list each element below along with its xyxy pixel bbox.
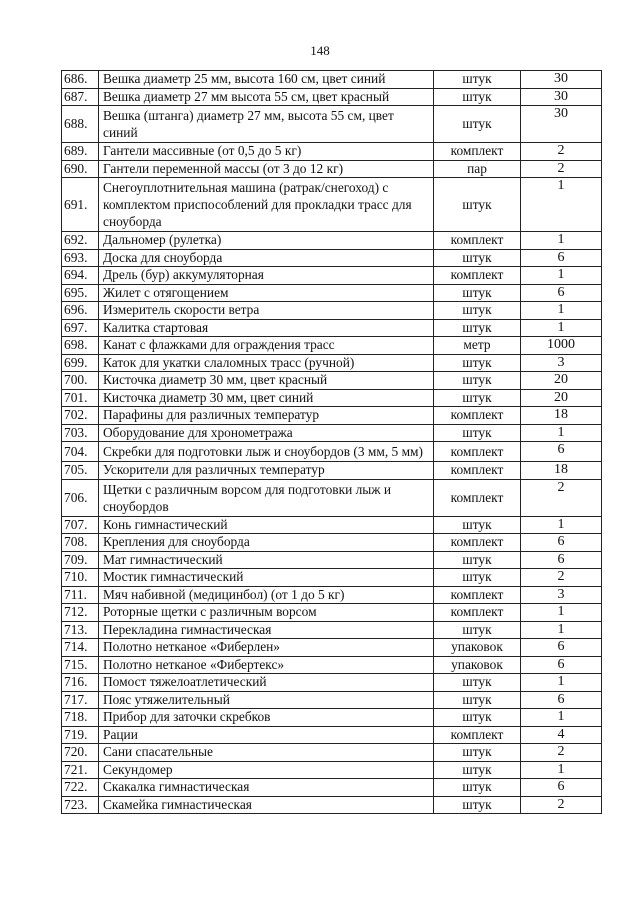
item-quantity: 1	[521, 267, 602, 285]
item-quantity: 2	[521, 744, 602, 762]
item-quantity: 30	[521, 71, 602, 89]
item-quantity: 6	[521, 779, 602, 797]
table-row	[62, 534, 602, 552]
row-number: 698.	[62, 337, 99, 355]
item-unit: комплект	[434, 232, 521, 250]
table-row	[62, 232, 602, 250]
item-name: Сани спасательные	[99, 744, 434, 762]
page-number: 148	[310, 43, 330, 58]
item-unit: штук	[434, 779, 521, 797]
row-number: 721.	[62, 761, 99, 779]
item-name: Измеритель скорости ветра	[99, 302, 434, 320]
item-name: Вешка (штанга) диаметр 27 мм, высота 55 см, цвет синий	[99, 106, 434, 143]
item-name: Полотно нетканое «Фиберлен»	[99, 639, 434, 657]
item-unit: штук	[434, 621, 521, 639]
item-unit: штук	[434, 569, 521, 587]
item-unit: метр	[434, 337, 521, 355]
row-number: 714.	[62, 639, 99, 657]
table-row	[62, 621, 602, 639]
row-number: 699.	[62, 354, 99, 372]
item-name: Вешка диаметр 25 мм, высота 160 см, цвет синий	[99, 71, 434, 89]
table-row	[62, 726, 602, 744]
table-row	[62, 407, 602, 425]
table-row	[62, 178, 602, 232]
row-number: 722.	[62, 779, 99, 797]
table-row	[62, 604, 602, 622]
item-unit: штук	[434, 372, 521, 390]
item-unit: штук	[434, 354, 521, 372]
row-number: 689.	[62, 143, 99, 161]
table-row	[62, 462, 602, 480]
item-quantity: 6	[521, 639, 602, 657]
row-number: 700.	[62, 372, 99, 390]
item-name: Кисточка диаметр 30 мм, цвет красный	[99, 372, 434, 390]
item-quantity: 3	[521, 586, 602, 604]
item-quantity: 6	[521, 656, 602, 674]
table-row	[62, 88, 602, 106]
table-row	[62, 354, 602, 372]
table-row	[62, 639, 602, 657]
table-row	[62, 761, 602, 779]
table-row	[62, 569, 602, 587]
item-quantity: 1	[521, 761, 602, 779]
row-number: 696.	[62, 302, 99, 320]
item-name: Дрель (бур) аккумуляторная	[99, 267, 434, 285]
row-number: 705.	[62, 462, 99, 480]
item-quantity: 1	[521, 424, 602, 442]
item-unit: штук	[434, 106, 521, 143]
item-name: Секундомер	[99, 761, 434, 779]
item-quantity: 6	[521, 442, 602, 462]
table-row	[62, 516, 602, 534]
table-row	[62, 389, 602, 407]
item-quantity: 6	[521, 551, 602, 569]
item-quantity: 3	[521, 354, 602, 372]
row-number: 720.	[62, 744, 99, 762]
item-unit: комплект	[434, 726, 521, 744]
row-number: 706.	[62, 479, 99, 516]
row-number: 711.	[62, 586, 99, 604]
item-quantity: 18	[521, 462, 602, 480]
row-number: 719.	[62, 726, 99, 744]
item-name: Мяч набивной (медицинбол) (от 1 до 5 кг)	[99, 586, 434, 604]
item-quantity: 1	[521, 674, 602, 692]
table-row	[62, 284, 602, 302]
item-unit: комплект	[434, 462, 521, 480]
row-number: 695.	[62, 284, 99, 302]
row-number: 693.	[62, 249, 99, 267]
item-unit: комплект	[434, 534, 521, 552]
item-unit: штук	[434, 302, 521, 320]
item-name: Крепления для сноуборда	[99, 534, 434, 552]
item-quantity: 1	[521, 604, 602, 622]
table-body	[62, 71, 602, 814]
row-number: 718.	[62, 709, 99, 727]
item-quantity: 18	[521, 407, 602, 425]
item-name: Ускорители для различных температур	[99, 462, 434, 480]
item-quantity: 2	[521, 569, 602, 587]
row-number: 717.	[62, 691, 99, 709]
item-quantity: 6	[521, 534, 602, 552]
item-quantity: 1	[521, 178, 602, 232]
item-unit: пар	[434, 160, 521, 178]
table-row	[62, 691, 602, 709]
item-unit: штук	[434, 551, 521, 569]
item-name: Пояс утяжелительный	[99, 691, 434, 709]
item-name: Конь гимнастический	[99, 516, 434, 534]
item-quantity: 1000	[521, 337, 602, 355]
row-number: 709.	[62, 551, 99, 569]
item-unit: штук	[434, 88, 521, 106]
item-quantity: 6	[521, 691, 602, 709]
item-quantity: 1	[521, 709, 602, 727]
table-row	[62, 249, 602, 267]
item-quantity: 1	[521, 232, 602, 250]
item-name: Оборудование для хронометража	[99, 424, 434, 442]
item-quantity: 6	[521, 284, 602, 302]
row-number: 723.	[62, 796, 99, 814]
item-name: Полотно нетканое «Фибертекс»	[99, 656, 434, 674]
row-number: 712.	[62, 604, 99, 622]
item-unit: штук	[434, 761, 521, 779]
item-unit: упаковок	[434, 639, 521, 657]
item-quantity: 4	[521, 726, 602, 744]
row-number: 704.	[62, 442, 99, 462]
item-quantity: 1	[521, 621, 602, 639]
item-name: Вешка диаметр 27 мм высота 55 см, цвет красный	[99, 88, 434, 106]
item-unit: штук	[434, 516, 521, 534]
item-name: Парафины для различных температур	[99, 407, 434, 425]
row-number: 691.	[62, 178, 99, 232]
row-number: 703.	[62, 424, 99, 442]
row-number: 715.	[62, 656, 99, 674]
item-quantity: 20	[521, 389, 602, 407]
item-name: Скамейка гимнастическая	[99, 796, 434, 814]
item-name: Скребки для подготовки лыж и сноубордов (3 мм, 5 мм)	[99, 442, 434, 462]
table-row	[62, 71, 602, 89]
row-number: 701.	[62, 389, 99, 407]
item-unit: комплект	[434, 267, 521, 285]
item-unit: штук	[434, 178, 521, 232]
item-unit: штук	[434, 389, 521, 407]
item-unit: комплект	[434, 143, 521, 161]
item-unit: штук	[434, 71, 521, 89]
row-number: 702.	[62, 407, 99, 425]
table-row	[62, 442, 602, 462]
item-name: Прибор для заточки скребков	[99, 709, 434, 727]
item-name: Рации	[99, 726, 434, 744]
table-row	[62, 586, 602, 604]
item-name: Скакалка гимнастическая	[99, 779, 434, 797]
row-number: 708.	[62, 534, 99, 552]
item-quantity: 20	[521, 372, 602, 390]
item-unit: комплект	[434, 604, 521, 622]
item-name: Снегоуплотнительная машина (ратрак/снегоход) с комплектом приспособлений для прокладки трасс для сноуборда	[99, 178, 434, 232]
item-unit: комплект	[434, 479, 521, 516]
table-row	[62, 674, 602, 692]
item-name: Каток для укатки слаломных трасс (ручной)	[99, 354, 434, 372]
table-row	[62, 424, 602, 442]
item-name: Дальномер (рулетка)	[99, 232, 434, 250]
row-number: 710.	[62, 569, 99, 587]
table-row	[62, 744, 602, 762]
item-unit: штук	[434, 691, 521, 709]
item-unit: штук	[434, 796, 521, 814]
item-quantity: 2	[521, 479, 602, 516]
item-name: Перекладина гимнастическая	[99, 621, 434, 639]
row-number: 687.	[62, 88, 99, 106]
item-name: Гантели переменной массы (от 3 до 12 кг)	[99, 160, 434, 178]
item-quantity: 1	[521, 319, 602, 337]
item-name: Жилет с отягощением	[99, 284, 434, 302]
item-name: Доска для сноуборда	[99, 249, 434, 267]
table-row	[62, 779, 602, 797]
table-row	[62, 479, 602, 516]
row-number: 713.	[62, 621, 99, 639]
item-unit: штук	[434, 674, 521, 692]
item-name: Канат с флажками для ограждения трасс	[99, 337, 434, 355]
row-number: 692.	[62, 232, 99, 250]
item-name: Роторные щетки с различным ворсом	[99, 604, 434, 622]
item-unit: штук	[434, 424, 521, 442]
table-row	[62, 372, 602, 390]
row-number: 697.	[62, 319, 99, 337]
table-row	[62, 319, 602, 337]
row-number: 688.	[62, 106, 99, 143]
item-name: Мат гимнастический	[99, 551, 434, 569]
item-unit: комплект	[434, 442, 521, 462]
row-number: 716.	[62, 674, 99, 692]
item-unit: упаковок	[434, 656, 521, 674]
table-row	[62, 143, 602, 161]
item-name: Калитка стартовая	[99, 319, 434, 337]
item-unit: штук	[434, 744, 521, 762]
row-number: 686.	[62, 71, 99, 89]
item-unit: штук	[434, 284, 521, 302]
table-row	[62, 267, 602, 285]
table-row	[62, 656, 602, 674]
table-row	[62, 106, 602, 143]
equipment-table	[61, 70, 602, 814]
item-unit: комплект	[434, 586, 521, 604]
table-row	[62, 551, 602, 569]
table-row	[62, 302, 602, 320]
item-name: Мостик гимнастический	[99, 569, 434, 587]
item-unit: комплект	[434, 407, 521, 425]
row-number: 690.	[62, 160, 99, 178]
row-number: 707.	[62, 516, 99, 534]
item-quantity: 30	[521, 88, 602, 106]
item-quantity: 2	[521, 143, 602, 161]
item-quantity: 30	[521, 106, 602, 143]
item-quantity: 2	[521, 160, 602, 178]
item-quantity: 1	[521, 302, 602, 320]
item-unit: штук	[434, 709, 521, 727]
item-unit: штук	[434, 249, 521, 267]
item-quantity: 1	[521, 516, 602, 534]
item-name: Помост тяжелоатлетический	[99, 674, 434, 692]
item-unit: штук	[434, 319, 521, 337]
item-name: Гантели массивные (от 0,5 до 5 кг)	[99, 143, 434, 161]
table-row	[62, 160, 602, 178]
item-quantity: 2	[521, 796, 602, 814]
table-row	[62, 796, 602, 814]
table-row	[62, 337, 602, 355]
item-name: Кисточка диаметр 30 мм, цвет синий	[99, 389, 434, 407]
table-row	[62, 709, 602, 727]
row-number: 694.	[62, 267, 99, 285]
item-name: Щетки с различным ворсом для подготовки лыж и сноубордов	[99, 479, 434, 516]
item-quantity: 6	[521, 249, 602, 267]
